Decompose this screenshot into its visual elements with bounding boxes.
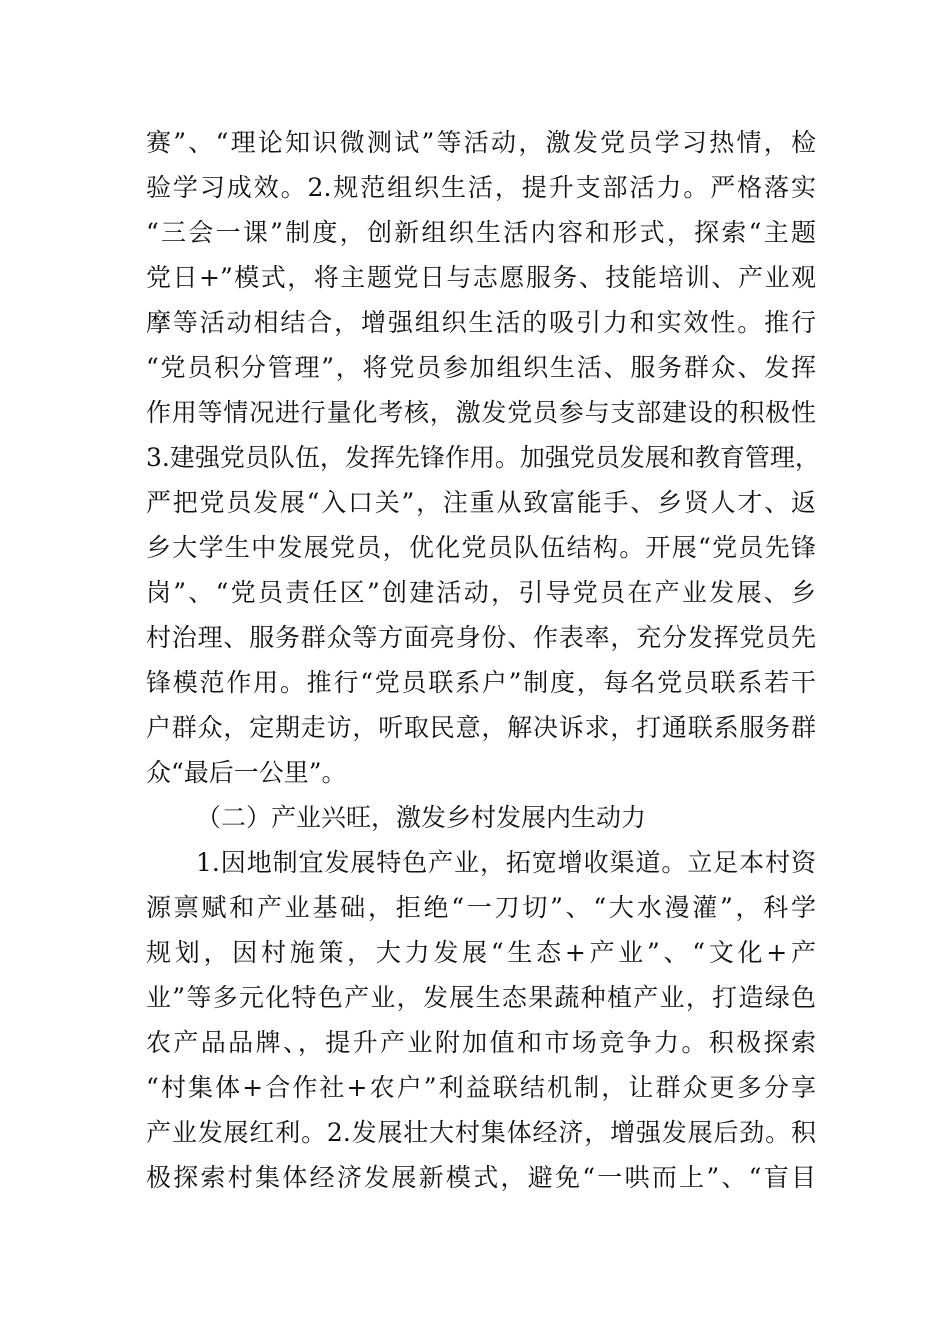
text-line: 作用等情况进行量化考核，激发党员参与支部建设的积极性 (146, 398, 816, 427)
text-line: 1.因地制宜发展特色产业，拓宽增收渠道。立足本村资 (196, 848, 816, 877)
text-line: 3.建强党员队伍，发挥先锋作用。加强党员发展和教育管理， (146, 443, 820, 472)
text-line: 验学习成效。2.规范组织生活，提升支部活力。严格落实 (146, 173, 816, 202)
text-line: 严把党员发展“入口关”，注重从致富能手、乡贤人才、返 (146, 488, 816, 517)
body-text (146, 120, 820, 1200)
text-line: 众“最后一公里”。 (146, 758, 347, 787)
text-line: 党日+”模式，将主题党日与志愿服务、技能培训、产业观 (146, 263, 816, 292)
text-line: 岗”、“党员责任区”创建活动，引导党员在产业发展、乡 (146, 578, 816, 607)
text-line: 源禀赋和产业基础，拒绝“一刀切”、“大水漫灌”，科学 (146, 893, 817, 922)
text-line: 农产品品牌、，提升产业附加值和市场竞争力。积极探索 (146, 1028, 816, 1057)
text-line: “三会一课”制度，创新组织生活内容和形式，探索“主题 (146, 218, 816, 247)
text-line: 村治理、服务群众等方面亮身份、作表率，充分发挥党员先 (146, 623, 816, 652)
text-line: 规划，因村施策，大力发展“生态+产业”、“文化+产 (146, 938, 816, 967)
text-line: 极探索村集体经济发展新模式，避免“一哄而上”、“盲目 (146, 1163, 816, 1192)
text-line: “村集体+合作社+农户”利益联结机制，让群众更多分享 (146, 1073, 816, 1102)
text-line: 业”等多元化特色产业，发展生态果蔬种植产业，打造绿色 (146, 983, 816, 1012)
text-line: 锋模范作用。推行“党员联系户”制度，每名党员联系若干 (146, 668, 816, 697)
text-line: 摩等活动相结合，增强组织生活的吸引力和实效性。推行 (146, 308, 816, 337)
text-line: 乡大学生中发展党员，优化党员队伍结构。开展“党员先锋 (146, 533, 816, 562)
text-line: “党员积分管理”，将党员参加组织生活、服务群众、发挥 (146, 353, 816, 382)
text-line: 产业发展红利。2.发展壮大村集体经济，增强发展后劲。积 (146, 1118, 816, 1147)
section-heading: （二）产业兴旺，激发乡村发展内生动力 (196, 803, 647, 832)
text-line: 赛”、“理论知识微测试”等活动，激发党员学习热情，检 (146, 128, 816, 157)
text-line: 户群众，定期走访，听取民意，解决诉求，打通联系服务群 (146, 713, 816, 742)
